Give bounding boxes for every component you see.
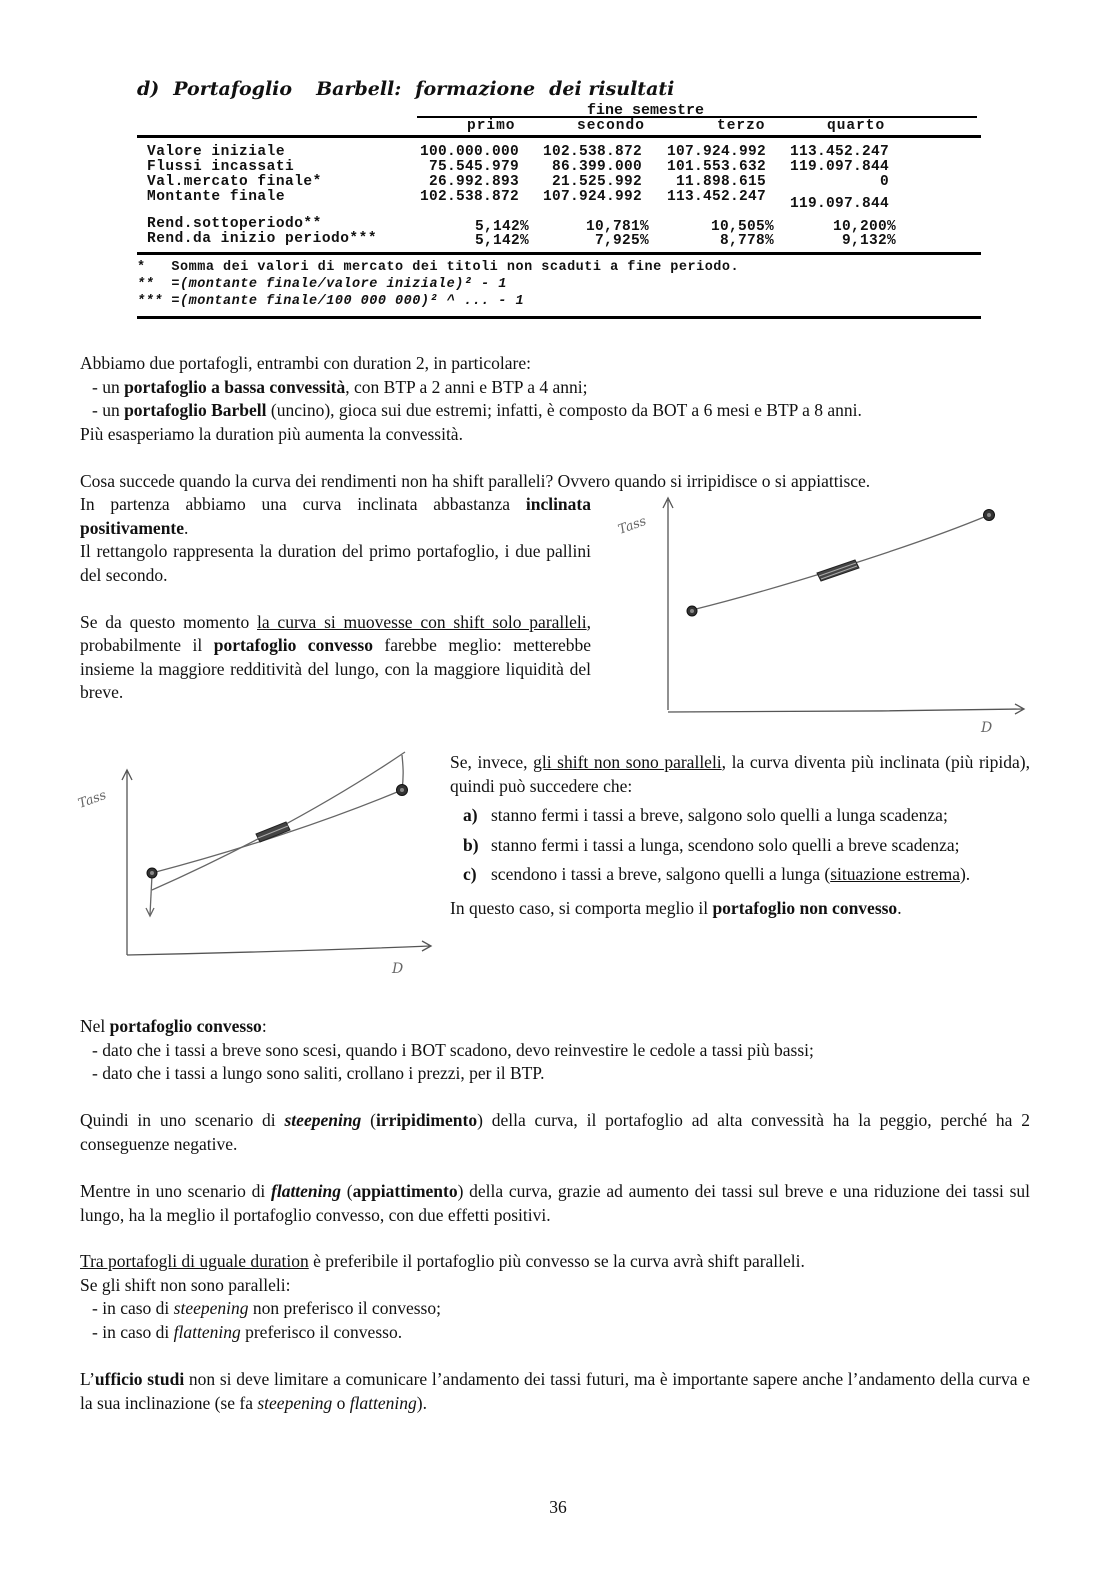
scan-col-terzo: terzo — [717, 118, 766, 134]
scan-cell: 107.924.992 — [542, 189, 642, 205]
scenario-list — [450, 804, 1030, 887]
paragraph-non-convex — [450, 897, 1030, 921]
italic-run: flattening — [349, 1392, 417, 1413]
text-run: farebbe meglio: metterebbe insieme la maggiore redditività del lungo, con la maggiore liquidità del breve. — [80, 635, 591, 702]
scan-note-mark: ** — [137, 277, 155, 292]
preference-line — [80, 1250, 1030, 1274]
steepened-curve — [152, 752, 405, 890]
scanned-table-image — [137, 72, 981, 322]
bold-run: inclinata positivamente — [80, 494, 591, 538]
scan-cell: 7,925% — [594, 233, 649, 249]
text-run: L’ — [80, 1369, 95, 1389]
scan-cell: 10,781% — [585, 219, 649, 235]
list-text: stanno fermi i tassi a lunga, scendono solo quelli a breve scadenza; — [491, 834, 960, 855]
duration-rectangle — [256, 822, 290, 842]
text-run: - un — [92, 400, 125, 420]
text-run: In questo caso, si comporta meglio il — [450, 897, 713, 918]
text-run: non si deve limitare a comunicare l’andamento dei tassi futuri, ma è importante sapere anche l’andamento della curva e la sua inclinazione (se fa — [80, 1369, 1030, 1413]
text-run: non preferisco il convesso; — [248, 1298, 441, 1318]
intro-bullet-1 — [80, 376, 1040, 400]
bold-italic-run: steepening — [284, 1110, 362, 1130]
bold-run: portafoglio non convesso — [712, 897, 898, 918]
scan-cell: 5,142% — [474, 219, 529, 235]
scan-cell: 100.000.000 — [419, 144, 519, 160]
scan-note-mark: *** — [137, 294, 163, 309]
text-run: - un — [92, 376, 125, 397]
preference-line-2: Se gli shift non sono paralleli: — [80, 1274, 291, 1295]
text-run: (uncino), gioca sui due estremi; infatti, è composto da BOT a 6 mesi e BTP a 8 anni. — [266, 400, 862, 420]
list-text: stanno fermi i tassi a breve, salgono solo quelli a lunga scadenza; — [491, 805, 948, 825]
bold-run: appiattimento — [352, 1181, 458, 1201]
x-axis-label: D — [981, 720, 993, 736]
paragraph-flattening — [80, 1180, 1030, 1227]
text-run: è preferibile il portafoglio più convesso se la curva avrà shift paralleli. — [308, 1251, 805, 1271]
convex-heading — [80, 1015, 1030, 1039]
y-axis-label: Tass — [76, 787, 109, 812]
scan-cell: 11.898.615 — [675, 174, 766, 190]
scan-note-text: =(montante finale/100 000 000)² ^ ... - 1 — [171, 294, 525, 309]
underlined-run: gli shift non sono paralleli — [533, 752, 722, 772]
scan-note-2 — [137, 277, 507, 292]
text-run: o — [332, 1392, 350, 1413]
scan-note-1 — [137, 260, 739, 275]
bold-run: ufficio studi — [94, 1369, 185, 1389]
list-text — [491, 863, 1030, 887]
text-run: , la curva diventa più inclinata (più ripida), quindi può succedere che: — [450, 752, 1030, 796]
intro-line: Abbiamo due portafogli, entrambi con duration 2, in particolare: — [80, 353, 531, 373]
text-run: , con BTP a 2 anni e BTP a 4 anni; — [345, 376, 588, 397]
scan-cell: 113.452.247 — [789, 144, 889, 160]
paragraph-curve-start — [80, 493, 591, 540]
intro-bullet-2 — [80, 399, 1040, 423]
duration-rectangle — [817, 560, 859, 581]
text-run: - in caso di — [92, 1298, 174, 1318]
sketch-non-parallel-shift — [70, 750, 440, 980]
text-run: Se da questo momento — [80, 611, 257, 632]
italic-run: flattening — [173, 1321, 241, 1342]
x-axis — [127, 946, 430, 955]
text-run: Se, invece, — [450, 752, 534, 772]
list-key: a) — [463, 805, 478, 825]
yield-curve — [692, 515, 989, 610]
scan-title-word1: Portafoglio — [173, 78, 293, 100]
paragraph-non-parallel — [450, 751, 1030, 798]
bold-run: portafoglio convesso — [213, 635, 373, 655]
text-run: In partenza abbiamo una curva inclinata abbastanza — [80, 494, 526, 514]
list-item — [450, 863, 1030, 887]
text-run: scendono i tassi a breve, salgono quelli a lunga ( — [491, 864, 831, 884]
text-run: ) della curva, grazie ad aumento dei tassi sul breve e una riduzione dei tassi sul lungo, ha la meglio il portafoglio convesso, con due effetti positivi. — [80, 1181, 1031, 1225]
italic-run: steepening — [173, 1298, 249, 1318]
page-number: 36 — [549, 1497, 567, 1517]
scan-col-primo: primo — [467, 118, 516, 134]
text-run: . — [897, 897, 902, 918]
scan-cell: 102.538.872 — [419, 189, 519, 205]
convex-bullet-2: - dato che i tassi a lungo sono saliti, crollano i prezzi, per il BTP. — [92, 1063, 545, 1083]
text-run: ) della curva, il portafoglio ad alta convessità ha la peggio, perché ha 2 conseguenze negative. — [80, 1110, 1031, 1154]
bold-run: irripidimento — [375, 1110, 478, 1130]
scan-title — [137, 78, 688, 100]
text-run: ( — [341, 1181, 353, 1201]
paragraph-steepening — [80, 1109, 1030, 1156]
scan-cell: 113.452.247 — [666, 189, 766, 205]
x-axis-label: D — [392, 961, 404, 977]
bold-run: portafoglio convesso — [109, 1016, 262, 1036]
scan-cell: 8,778% — [719, 233, 774, 249]
scan-col-secondo: secondo — [577, 118, 645, 134]
bold-italic-run: flattening — [271, 1181, 342, 1201]
scan-rend-label: Rend.sottoperiodo** — [147, 216, 322, 232]
scan-cell: 10,505% — [710, 219, 774, 235]
scan-cell: 26.992.893 — [428, 174, 519, 190]
text-run: preferisco il convesso. — [240, 1321, 403, 1342]
paragraph-rectangle: Il rettangolo rappresenta la duration del primo portafoglio, i due pallini del secondo. — [80, 541, 591, 585]
scan-cell: 119.097.844 — [789, 159, 889, 175]
right-text-block — [450, 751, 1030, 920]
intro-section — [80, 352, 1040, 446]
scan-cell: 5,142% — [474, 233, 529, 249]
scan-cell: 102.538.872 — [542, 144, 642, 160]
preference-bullet-2 — [80, 1321, 1030, 1345]
preference-section — [80, 1250, 1030, 1344]
intro-last-line: Più esasperiamo la duration più aumenta la convessità. — [80, 423, 463, 444]
short-rate-down-arrow — [150, 875, 152, 915]
text-run: Nel — [80, 1016, 110, 1036]
y-axis-label: Tass — [616, 513, 649, 538]
scan-title-letter: d) — [137, 78, 160, 100]
italic-run: steepening — [257, 1392, 333, 1413]
scan-row-label: Flussi incassati — [147, 159, 295, 175]
paragraph-ufficio-studi — [80, 1368, 1030, 1415]
scan-note-mark: * — [137, 260, 146, 275]
text-run: . — [184, 517, 189, 538]
left-text-block — [80, 493, 591, 705]
list-key: c) — [463, 864, 477, 884]
convex-portfolio-section — [80, 1015, 1030, 1086]
bold-run: portafoglio Barbell — [124, 400, 267, 420]
scan-note-3 — [137, 294, 524, 309]
scan-row-label: Val.mercato finale* — [147, 174, 322, 190]
text-run: ). — [416, 1392, 427, 1413]
scan-rend-label: Rend.da inizio periodo*** — [147, 231, 378, 247]
list-item — [450, 834, 1030, 858]
scan-group-header: fine semestre — [587, 102, 705, 119]
scan-cell: 119.097.844 — [789, 196, 889, 212]
scan-title-word2: Barbell: — [316, 78, 402, 100]
preference-bullet-1 — [80, 1297, 1030, 1321]
text-run: ( — [361, 1110, 376, 1130]
scan-note-text: Somma dei valori di mercato dei titoli non scaduti a fine periodo. — [171, 260, 740, 275]
underlined-run: la curva si muovesse con shift solo paralleli — [257, 611, 587, 632]
scan-cell: 0 — [879, 174, 889, 190]
text-run: ). — [959, 864, 971, 884]
text-run: - in caso di — [92, 1321, 174, 1342]
underlined-run: situazione estrema — [830, 864, 960, 884]
scan-title-end: dei risultati — [549, 78, 675, 100]
text-run: : — [261, 1016, 267, 1036]
scan-cell: 9,132% — [841, 233, 896, 249]
text-run: , probabilmente il — [80, 611, 592, 655]
scan-cell: 10,200% — [832, 219, 896, 235]
text-run: Mentre in uno scenario di — [80, 1181, 271, 1201]
question-paragraph: Cosa succede quando la curva dei rendimenti non ha shift paralleli? Ovvero quando si irripidisce o si appiattisce. — [80, 471, 871, 491]
scan-row-label: Montante finale — [147, 189, 286, 205]
underlined-run: Tra portafogli di uguale duration — [80, 1251, 309, 1271]
scan-cell: 107.924.992 — [666, 144, 766, 160]
convex-bullet-1: - dato che i tassi a breve sono scesi, quando i BOT scadono, devo reinvestire le cedole a tassi più bassi; — [92, 1039, 814, 1060]
scan-note-text: =(montante finale/valore iniziale)² - 1 — [171, 277, 507, 292]
scan-title-rest: formazione — [415, 78, 536, 100]
sketch-parallel-shift — [605, 490, 1035, 740]
scan-col-quarto: quarto — [827, 118, 886, 134]
x-axis — [668, 709, 1023, 712]
scan-cell: 21.525.992 — [551, 174, 642, 190]
list-key: b) — [463, 834, 479, 855]
scan-cell: 75.545.979 — [428, 159, 519, 175]
list-item — [450, 804, 1030, 828]
scan-row-label: Valore iniziale — [147, 144, 286, 160]
spacer — [80, 587, 591, 611]
paragraph-parallel-shift — [80, 611, 591, 705]
scan-cell: 86.399.000 — [551, 159, 642, 175]
bold-run: portafoglio a bassa convessità — [124, 376, 346, 397]
scan-cell: 101.553.632 — [666, 159, 766, 175]
text-run: Quindi in uno scenario di — [80, 1110, 285, 1130]
